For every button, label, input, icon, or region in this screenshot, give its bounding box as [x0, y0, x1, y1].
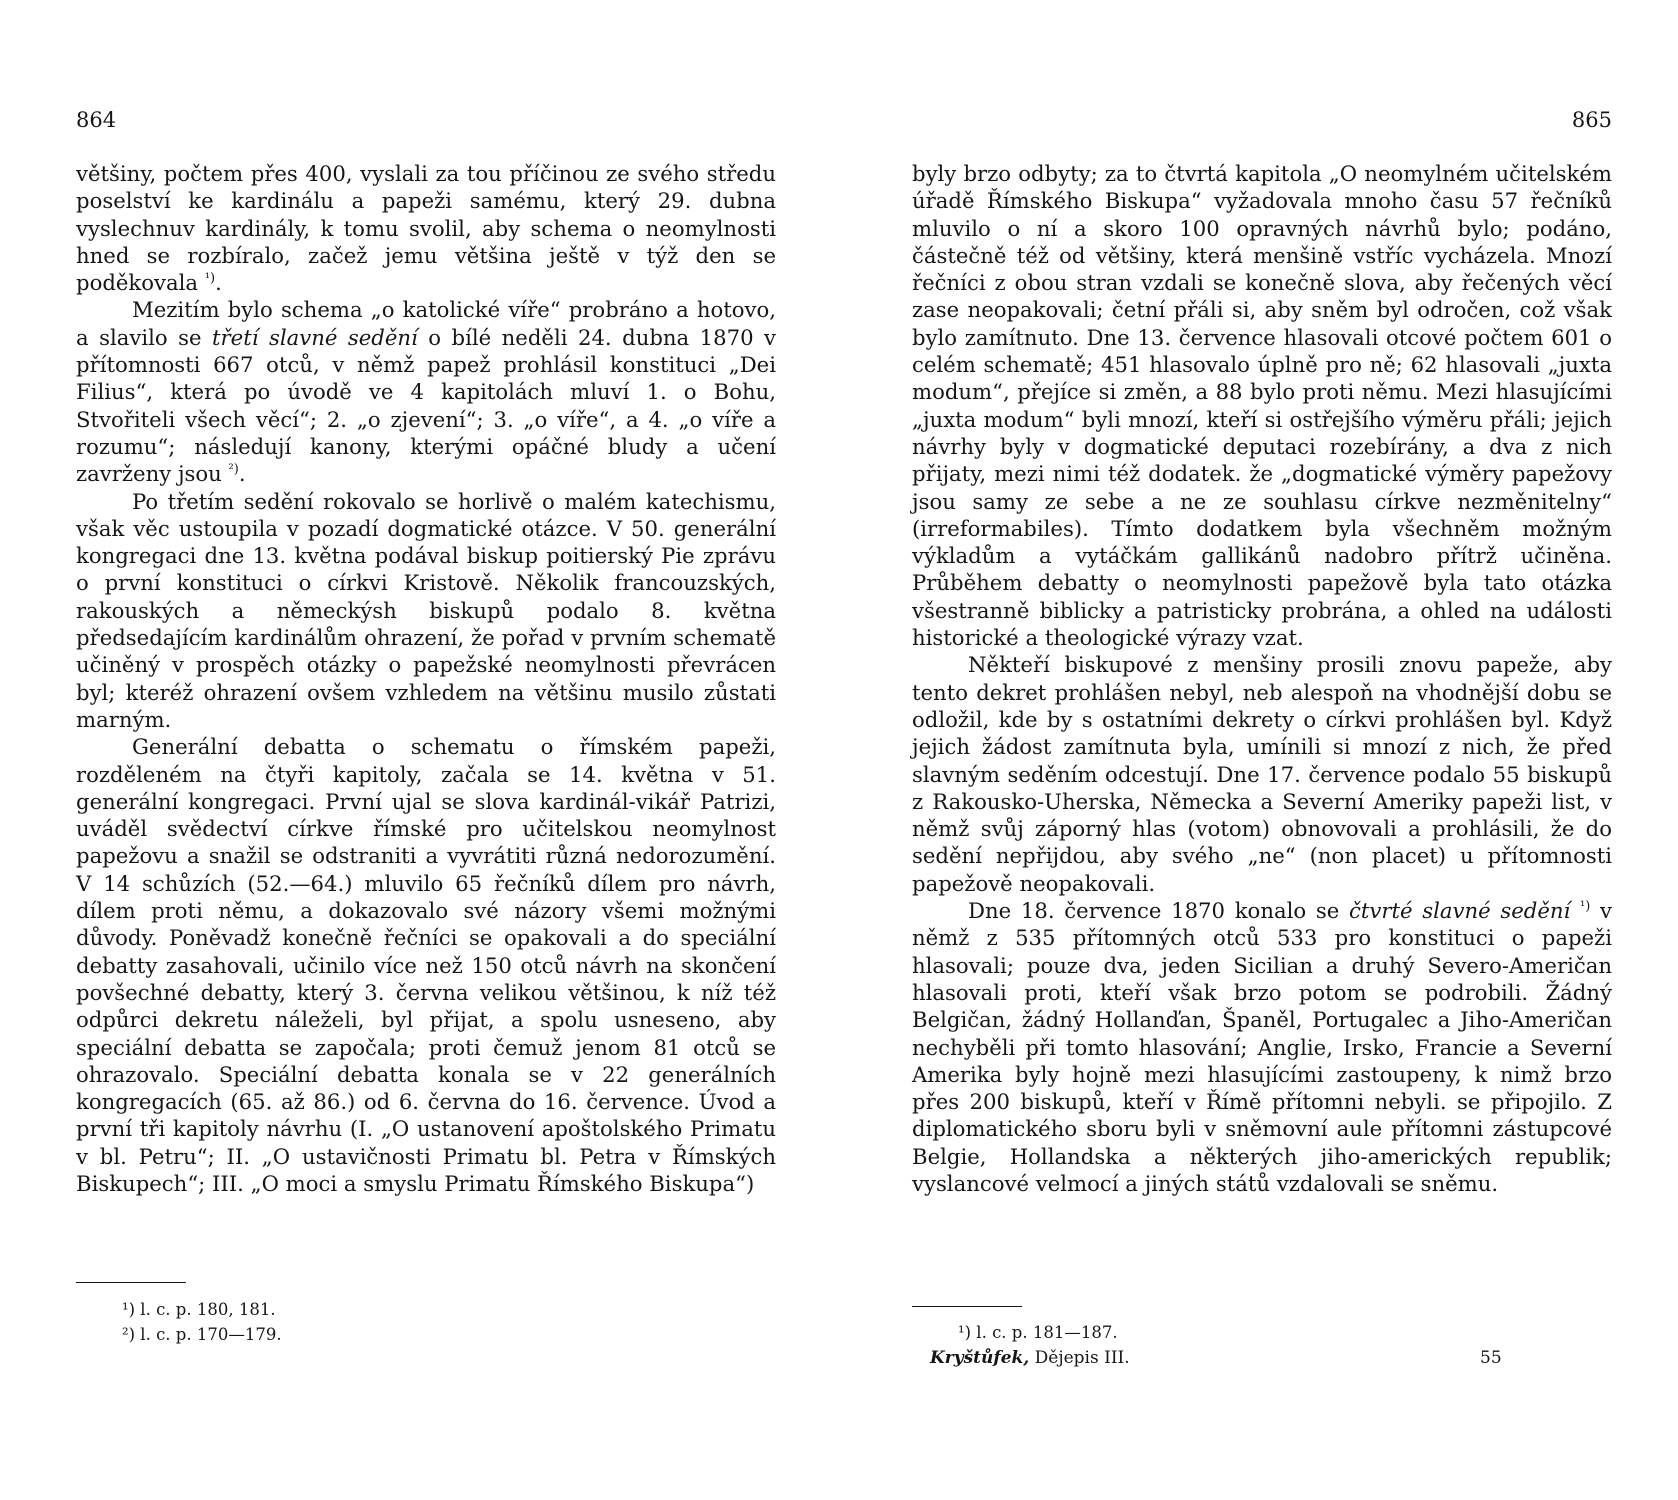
footnote-ref-1: ¹): [1580, 898, 1591, 914]
signature-title: Dějepis III.: [1029, 1348, 1130, 1368]
page-number-left: 864: [76, 108, 117, 132]
punctuation: .: [215, 270, 222, 296]
sheet-number: 55: [1480, 1348, 1502, 1368]
footnote-ref-1: ¹): [204, 271, 216, 287]
paragraph-1: byly brzo odbyty; za to čtvrtá kapitola „O neomylném učitelském úřadě Římského Biskupa“ vyžadovala mnoho času 57 řečníků mluvilo o ní a skoro 100 opravných návrhů bylo; podáno, částečně též od většiny, která menšině vstříc vycházela. Mnozí řečníci z obou stran vzdali se konečně slova, aby řečených věcí zase neopakovali; četní přáli si, aby sněm byl odročen, což však bylo zamítnuto. Dne 13. července hlasovali otcové počtem 601 o celém schematě; 451 hlasovalo úplně pro ně; 62 hlasovali „juxta modum“, přejíce si změn, a 88 bylo proti němu. Mezi hlasujícími „juxta modum“ byli mnozí, kteří si ostřejšího výměru přáli; jejich návrhy byly v dogmatické deputaci rozebírány, a dva z nich přijaty, mezi nimi též dodatek. že „dogmatické výměry papežovy jsou samy ze sebe a ne ze souhlasu církve nezměnitelny“ (irreformabiles). Tímto dodatkem byla všechněm možným výkladům a vytáčkám gallikánů nadobro přítrž učiněna. Průběhem debatty o neomylnosti papežově byla tato otázka všestranně biblicky a patristicky probrána, a ohled na události historické a theologické výrazy vzat.: [912, 161, 1612, 651]
footnote-2: ²) l. c. p. 170—179.: [122, 1325, 282, 1344]
left-page: [76, 0, 776, 1500]
signature-author: Kryštůfek,: [930, 1348, 1030, 1368]
footnotes-right: [958, 1320, 1118, 1345]
footnotes-left: [122, 1297, 282, 1347]
footnote-ref-2: ²): [228, 462, 239, 478]
paragraph-3: [912, 897, 1612, 1197]
footnote-1: ¹) l. c. p. 180, 181.: [122, 1300, 276, 1319]
paragraph-text: v němž z 535 přítomných otců 533 pro konstituci o papeži hlasovali; pouze dva, jeden Sicilian a druhý Severo-Američan hlasovali proti, kteří však brzo potom se podrobili. Žádný Belgičan, žádný Hollanďan, Španěl, Portugalec a Jiho-Američan nechyběli při tomto hlasování; Anglie, Irsko, Francie a Severní Amerika byly hojně mezi hlasujícími zastoupeny, k nimž brzo přes 200 biskupů, kteří v Římě přítomni nebyli. se připojilo. Z diplomatického sboru byli v sněmovní aule přítomni zástupcové Belgie, Hollandska a některých jiho-amerických republik; vyslancové velmocí a jiných států vzdalovali se sněmu.: [912, 898, 1612, 1196]
paragraph-text: většiny, počtem přes 400, vyslali za tou příčinou ze svého středu poselství ke kardinálu a papeži samému, který 29. dubna vyslechnuv kardinály, k tomu svolil, aby schema o neomylnosti hned se rozbíralo, začež jemu většina ještě v týž den se poděkovala: [76, 161, 776, 296]
paragraph-2: [76, 296, 776, 487]
emphasis-text: čtvrté slavné sedění: [1348, 898, 1571, 924]
right-page: [912, 0, 1612, 1500]
punctuation: .: [238, 461, 246, 487]
left-page-body: [76, 160, 776, 1197]
signature-line: [930, 1348, 1130, 1368]
right-page-body: [912, 160, 1612, 1197]
paragraph-text: Mezitím bylo schema „o katolické víře“ probráno a hotovo, a slavilo se: [76, 297, 776, 350]
paragraph-2: Někteří biskupové z menšiny prosili znovu papeže, aby tento dekret prohlášen nebyl, neb alespoň na vhodnější dobu se odložil, kde by s ostatními dekrety o církvi prohlášen byl. Když jejich žádost zamítnuta byla, umínili si mnozí z nich, že před slavným seděním odcestují. Dne 17. července podalo 55 biskupů z Rakousko-Uherska, Německa a Severní Ameriky papeži list, v němž svůj záporný hlas (votom) obnovovali a prohlásili, že do sedění nepřijdou, aby svého „ne“ (non placet) u přítomnosti papežově neopakovali.: [912, 652, 1612, 896]
paragraph-3: Po třetím sedění rokovalo se horlivě o malém katechismu, však věc ustoupila v pozadí dogmatické otázce. V 50. generální kongregaci dne 13. května podával biskup poitierský Pie zprávu o první konstituci o církvi Kristově. Několik francouzských, rakouských a německýsh biskupů podalo 8. května předsedajícím kardinálům ohrazení, že pořad v prvním schematě učiněný v prospěch otázky o papežské neomylnosti převrácen byl; kteréž ohrazení ovšem vzhledem na většinu musilo zůstati marným.: [76, 488, 776, 732]
emphasis-text: třetí slavné sedění: [212, 324, 418, 350]
page-number-right: 865: [1571, 108, 1612, 132]
footnote-divider: [912, 1306, 1022, 1307]
paragraph-4: Generální debatta o schematu o římském papeži, rozděleném na čtyři kapitoly, začala se 14. května v 51. generální kongregaci. První ujal se slova kardinál-vikář Patrizi, uváděl svědectví církve římské pro učitelskou neomylnost papežovu a snažil se odstraniti a vyvrátiti různá nedorozumění. V 14 schůzích (52.—64.) mluvilo 65 řečníků dílem pro návrh, dílem proti němu, a dokazovalo své názory všemi možnými důvody. Poněvadž konečně řečníci se opakovali a do speciální debatty zasahovali, učinilo více než 150 otců návrh na skončení povšechné debatty, který 3. června velikou většinou, k níž též odpůrci dekretu náleželi, byl přijat, a spolu usneseno, aby speciální debatta se započala; proti čemuž jenom 81 otců se ohrazovalo. Speciální debatta konala se v 22 generálních kongregacích (65. až 86.) od 6. června do 16. července. Úvod a první tři kapitoly návrhu (I. „O ustanovení apoštolského Primatu v bl. Petru“; II. „O ustavičnosti Primatu bl. Petra v Římských Biskupech“; III. „O moci a smyslu Primatu Římského Biskupa“): [76, 734, 776, 1196]
paragraph-1: [76, 160, 776, 296]
paragraph-text: o bílé neděli 24. dubna 1870 v přítomnosti 667 otců, v němž papež prohlásil konstituci „Dei Filius“, která po úvodě ve 4 kapitolách mluví 1. o Bohu, Stvořiteli všech věcí“; 2. „o zjevení“; 3. „o víře“, a 4. „o víře a rozumu“; následují kanony, kterými opáčné bludy a učení zavrženy jsou: [76, 324, 777, 487]
paragraph-text: Dne 18. července 1870 konalo se: [968, 898, 1349, 924]
footnote-1: ¹) l. c. p. 181—187.: [958, 1323, 1118, 1342]
footnote-divider: [76, 1282, 186, 1283]
